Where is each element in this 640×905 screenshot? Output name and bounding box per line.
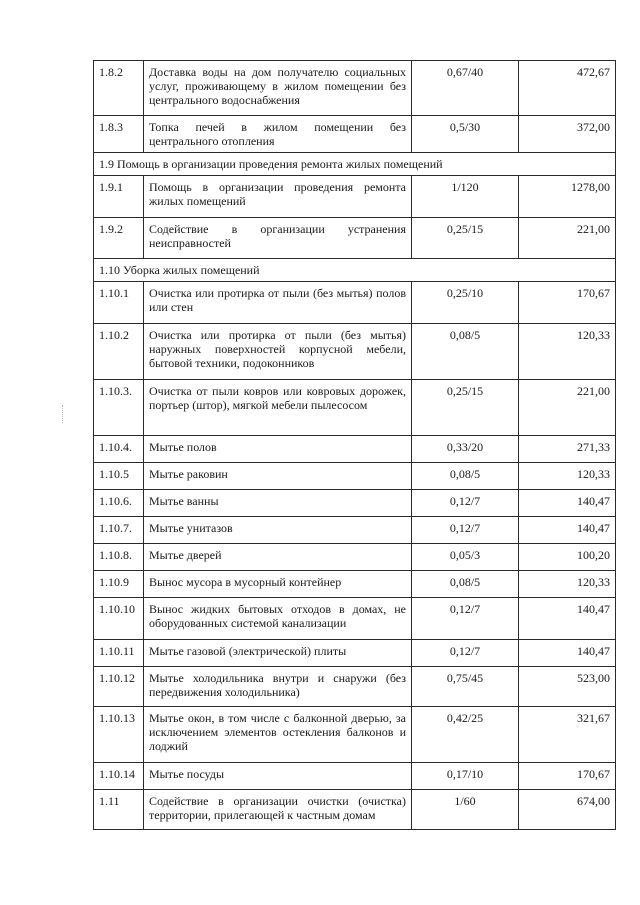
service-description: Содействие в организации устранения неисправностей [144, 218, 412, 259]
service-description: Доставка воды на дом получателю социальных услуг, проживающему в жилом помещении без центрального водоснабжения [144, 61, 412, 116]
service-description: Мытье полов [144, 436, 412, 463]
table-row [94, 640, 616, 667]
item-number: 1.9.2 [94, 218, 144, 259]
service-description: Очистка или протирка от пыли (без мытья) полов или стен [144, 282, 412, 324]
item-number: 1.10.13 [94, 707, 144, 763]
item-number: 1.9.1 [94, 176, 144, 218]
margin-mark [62, 405, 64, 423]
service-price: 674,00 [519, 790, 616, 830]
time-norm: 0,42/25 [412, 707, 519, 763]
service-description: Топка печей в жилом помещении без центрального отопления [144, 116, 412, 153]
service-description: Мытье окон, в том числе с балконной дверью, за исключением элементов остекления балконов и лоджий [144, 707, 412, 763]
time-norm: 0,05/3 [412, 544, 519, 571]
service-description: Очистка от пыли ковров или ковровых дорожек, портьер (штор), мягкой мебели пылесосом [144, 380, 412, 436]
service-price: 271,33 [519, 436, 616, 463]
table-row [94, 176, 616, 218]
table-row [94, 324, 616, 380]
service-description: Содействие в организации очистки (очистка) территории, прилегающей к частным домам [144, 790, 412, 830]
time-norm: 1/120 [412, 176, 519, 218]
service-description: Мытье раковин [144, 463, 412, 490]
item-number: 1.10.9 [94, 571, 144, 598]
service-description: Мытье ванны [144, 490, 412, 517]
service-description: Помощь в организации проведения ремонта жилых помещений [144, 176, 412, 218]
table-row [94, 436, 616, 463]
service-description: Мытье газовой (электрической) плиты [144, 640, 412, 667]
service-description: Вынос мусора в мусорный контейнер [144, 571, 412, 598]
table-row [94, 790, 616, 830]
section-title: 1.10 Уборка жилых помещений [94, 259, 616, 282]
service-price: 140,47 [519, 490, 616, 517]
service-description: Мытье унитазов [144, 517, 412, 544]
service-price: 1278,00 [519, 176, 616, 218]
item-number: 1.10.14 [94, 763, 144, 790]
time-norm: 0,25/15 [412, 218, 519, 259]
service-price: 472,67 [519, 61, 616, 116]
table-row [94, 517, 616, 544]
service-description: Мытье холодильника внутри и снаружи (без передвижения холодильника) [144, 667, 412, 707]
service-price: 140,47 [519, 640, 616, 667]
time-norm: 0,33/20 [412, 436, 519, 463]
service-price: 170,67 [519, 763, 616, 790]
service-price: 321,67 [519, 707, 616, 763]
table-row [94, 380, 616, 436]
table-row [94, 218, 616, 259]
section-title: 1.9 Помощь в организации проведения ремонта жилых помещений [94, 153, 616, 176]
service-price: 120,33 [519, 571, 616, 598]
time-norm: 0,67/40 [412, 61, 519, 116]
services-table-body [94, 61, 616, 830]
service-price: 120,33 [519, 324, 616, 380]
service-price: 170,67 [519, 282, 616, 324]
item-number: 1.8.2 [94, 61, 144, 116]
service-description: Вынос жидких бытовых отходов в домах, не оборудованных системой канализации [144, 598, 412, 640]
service-price: 523,00 [519, 667, 616, 707]
service-price: 372,00 [519, 116, 616, 153]
time-norm: 0,25/15 [412, 380, 519, 436]
service-price: 140,47 [519, 598, 616, 640]
table-row [94, 282, 616, 324]
time-norm: 0,08/5 [412, 571, 519, 598]
time-norm: 0,08/5 [412, 324, 519, 380]
item-number: 1.10.12 [94, 667, 144, 707]
table-row [94, 667, 616, 707]
item-number: 1.10.8. [94, 544, 144, 571]
time-norm: 0,12/7 [412, 598, 519, 640]
service-price: 140,47 [519, 517, 616, 544]
services-tariff-table [93, 60, 616, 830]
item-number: 1.10.4. [94, 436, 144, 463]
table-row [94, 598, 616, 640]
item-number: 1.11 [94, 790, 144, 830]
time-norm: 1/60 [412, 790, 519, 830]
service-price: 221,00 [519, 218, 616, 259]
time-norm: 0,17/10 [412, 763, 519, 790]
table-row [94, 61, 616, 116]
item-number: 1.10.2 [94, 324, 144, 380]
table-row [94, 544, 616, 571]
item-number: 1.10.7. [94, 517, 144, 544]
service-description: Мытье посуды [144, 763, 412, 790]
section-header-row [94, 153, 616, 176]
table-row [94, 763, 616, 790]
service-description: Очистка или протирка от пыли (без мытья) наружных поверхностей корпусной мебели, бытовой техники, подоконников [144, 324, 412, 380]
table-row [94, 490, 616, 517]
item-number: 1.8.3 [94, 116, 144, 153]
time-norm: 0,25/10 [412, 282, 519, 324]
section-header-row [94, 259, 616, 282]
time-norm: 0,08/5 [412, 463, 519, 490]
time-norm: 0,5/30 [412, 116, 519, 153]
table-row [94, 463, 616, 490]
table-row [94, 116, 616, 153]
service-price: 120,33 [519, 463, 616, 490]
service-price: 221,00 [519, 380, 616, 436]
item-number: 1.10.3. [94, 380, 144, 436]
time-norm: 0,12/7 [412, 517, 519, 544]
service-price: 100,20 [519, 544, 616, 571]
item-number: 1.10.1 [94, 282, 144, 324]
item-number: 1.10.10 [94, 598, 144, 640]
table-row [94, 707, 616, 763]
time-norm: 0,75/45 [412, 667, 519, 707]
time-norm: 0,12/7 [412, 490, 519, 517]
time-norm: 0,12/7 [412, 640, 519, 667]
item-number: 1.10.11 [94, 640, 144, 667]
service-description: Мытье дверей [144, 544, 412, 571]
document-page [93, 60, 615, 830]
table-row [94, 571, 616, 598]
item-number: 1.10.6. [94, 490, 144, 517]
item-number: 1.10.5 [94, 463, 144, 490]
